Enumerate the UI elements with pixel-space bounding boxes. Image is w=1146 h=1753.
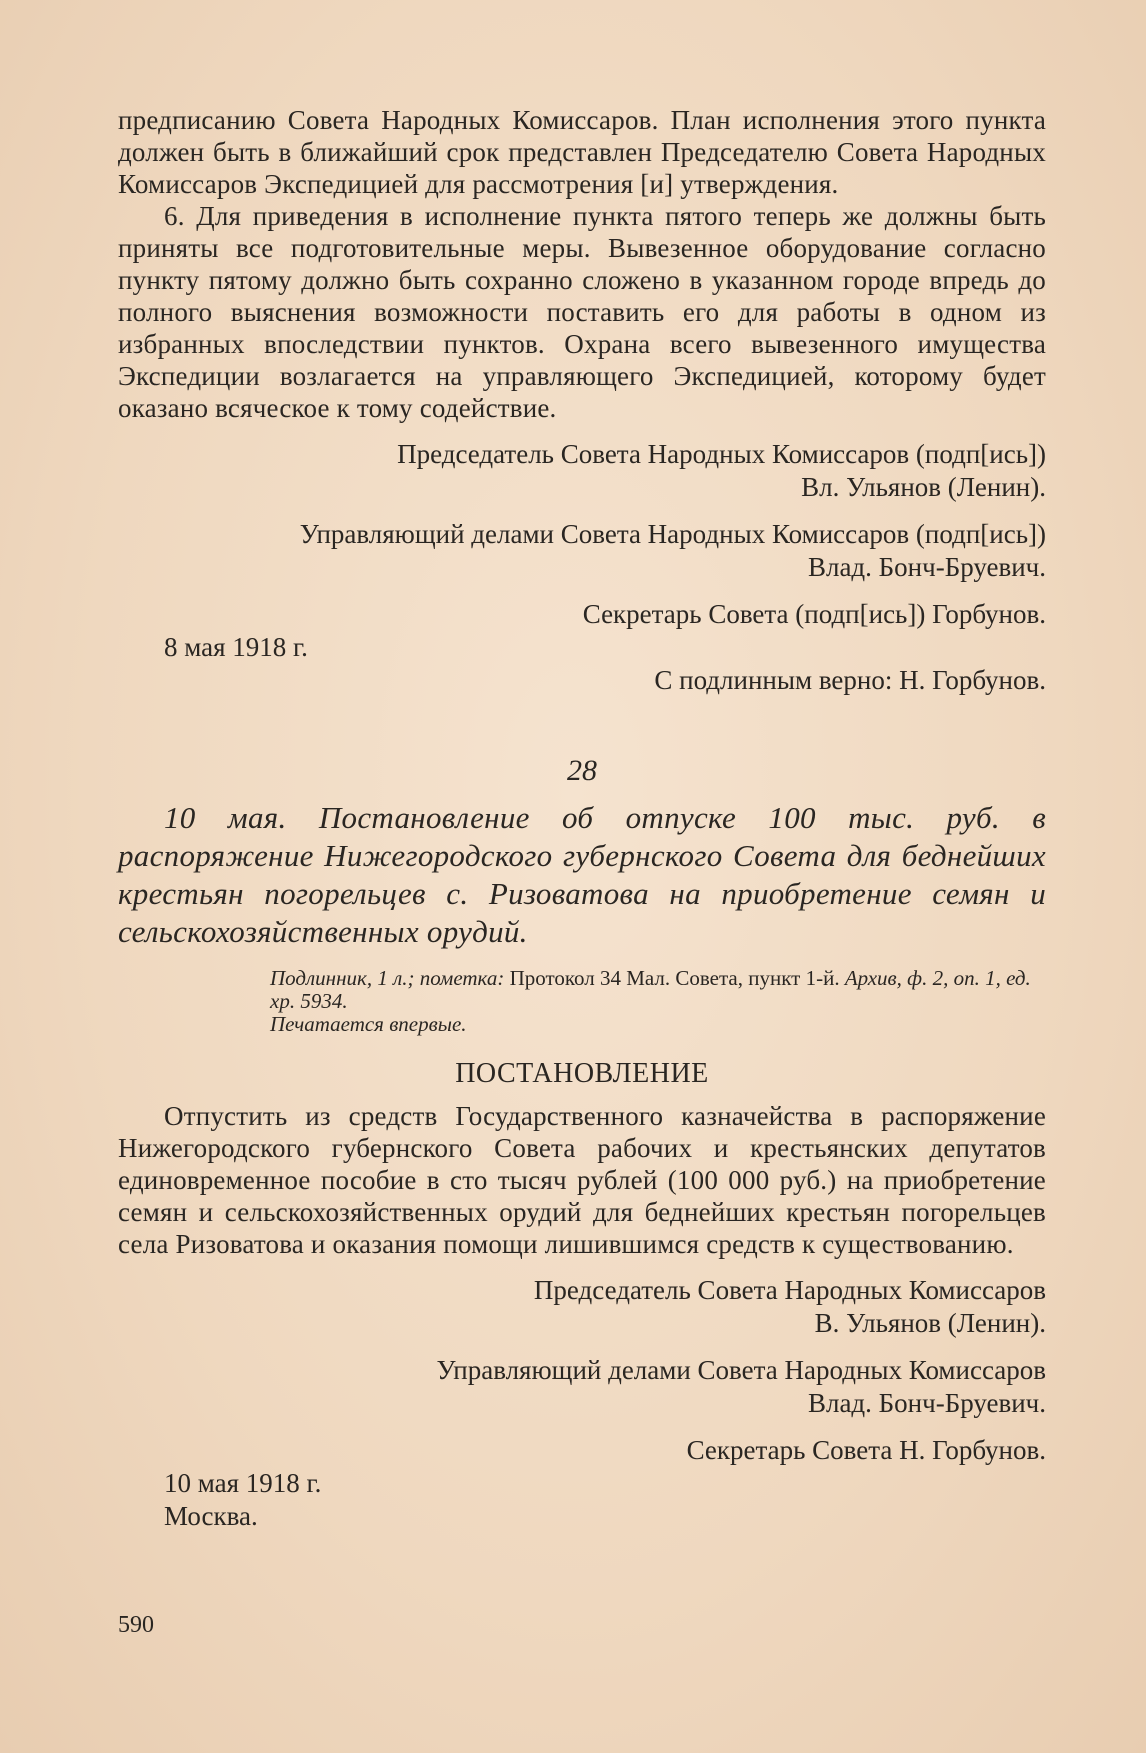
signature-chair-2: Председатель Совета Народных Комиссаров В. Ульянов (Ленин). [533, 1275, 1046, 1338]
page-content [118, 104, 1046, 1533]
document-number: 28 [567, 754, 597, 787]
date-2: 10 мая 1918 г. [164, 1468, 322, 1498]
source-note: Подлинник, 1 л.; пометка: Протокол 34 Мал. Совета, пункт 1-й. Архив, ф. 2, оп. 1, ед. хр. 5934. Печатается впервые. [270, 966, 1031, 1036]
place: Москва. [164, 1501, 258, 1531]
paragraph-continuation: предписанию Совета Народных Комиссаров. План исполнения этого пункта должен быть в ближайший срок представлен Председателю Совета Народных Комиссаров Экспедицией для рассмотрения [и] утверждения. [118, 105, 1046, 199]
signature-secretary-2: Секретарь Совета Н. Горбунов. [686, 1435, 1046, 1465]
signature-manager-1: Управляющий делами Совета Народных Комиссаров (подп[ись]) Влад. Бонч-Бруевич. [299, 519, 1046, 582]
signature-secretary-1: Секретарь Совета (подп[ись]) Горбунов. [582, 599, 1046, 629]
signature-chair-1: Председатель Совета Народных Комиссаров (подп[ись]) Вл. Ульянов (Ленин). [397, 439, 1046, 502]
page-number: 590 [118, 1612, 154, 1638]
decree-title: ПОСТАНОВЛЕНИЕ [455, 1058, 709, 1089]
paragraph-6: 6. Для приведения в исполнение пункта пятого теперь же должны быть приняты все подготовительные меры. Вывезенное оборудование согласно пункту пятому должно быть сохранно сложено в указанном городе впредь до полного выяснения возможности поставить его для работы в одном из избранных впоследствии пунктов. Охрана всего вывезенного имущества Экспедиции возлагается на управляющего Экспедицией, которому будет оказано всяческое к тому содействие. [118, 201, 1046, 423]
decree-body: Отпустить из средств Государственного казначейства в распоряжение Нижегородского губернского Совета рабочих и крестьянских депутатов единовременное пособие в сто тысяч рублей (100 000 руб.) на приобретение семян и сельскохозяйственных орудий для беднейших крестьян погорельцев села Ризоватова и оказания помощи лишившимся средств к существованию. [118, 1101, 1046, 1259]
signature-manager-2: Управляющий делами Совета Народных Комиссаров Влад. Бонч-Бруевич. [436, 1355, 1046, 1418]
date-1: 8 мая 1918 г. [164, 632, 308, 662]
certified-line: С подлинным верно: Н. Горбунов. [654, 665, 1046, 695]
document-heading: 10 мая. Постановление об отпуске 100 тыс. руб. в распоряжение Нижегородского губернского Совета для беднейших крестьян погорельцев с. Ризоватова на приобретение семян и сельскохозяйственных орудий. [118, 800, 1046, 949]
